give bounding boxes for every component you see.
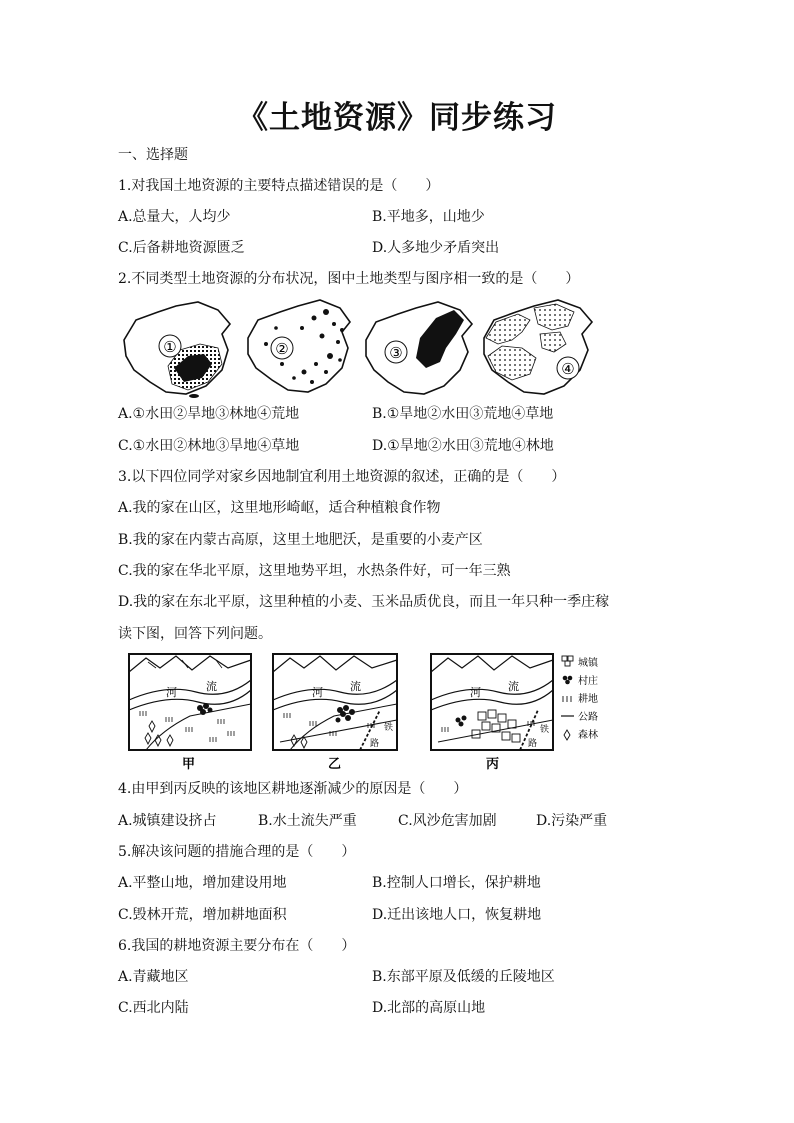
q4-option-b: B.水土流失严重 — [258, 813, 357, 829]
figure-legend — [561, 656, 599, 741]
map-label-3: ③ — [389, 344, 403, 362]
q4-option-d: D.污染严重 — [536, 813, 608, 829]
q6-option-b: B.东部平原及低缓的丘陵地区 — [372, 969, 555, 985]
legend-town-icon — [562, 656, 573, 666]
q6-option-d: D.北部的高原山地 — [372, 1000, 486, 1016]
river-char-bing-2: 流 — [508, 680, 519, 693]
rail-char-bing-1: 铁 — [540, 725, 550, 735]
river-char-yi-2: 流 — [350, 680, 361, 693]
legend-village-icon — [563, 676, 573, 685]
panel-label-bing: 丙 — [486, 757, 500, 772]
legend-forest-icon — [564, 730, 570, 740]
panel-jia — [129, 654, 251, 772]
reading-instruction: 读下图，回答下列问题。 — [118, 626, 272, 642]
legend-forest-label: 森林 — [578, 730, 598, 741]
q4-option-a: A.城镇建设挤占 — [118, 813, 217, 829]
question-3: 3.以下四位同学对家乡因地制宜利用土地资源的叙述，正确的是（ ） — [118, 469, 566, 485]
section-heading: 一、选择题 — [118, 147, 188, 163]
panel-yi — [273, 654, 397, 772]
question-6: 6.我国的耕地资源主要分布在（ ） — [118, 938, 356, 954]
q5-option-c: C.毁林开荒，增加耕地面积 — [118, 907, 287, 923]
question-4: 4.由甲到丙反映的该地区耕地逐渐减少的原因是（ ） — [118, 781, 468, 797]
river-char-jia-1: 河 — [166, 686, 177, 699]
q1-option-d: D.人多地少矛盾突出 — [372, 240, 500, 256]
legend-town-label: 城镇 — [578, 658, 598, 669]
map-1 — [124, 302, 230, 398]
map-label-4: ④ — [561, 360, 575, 378]
q1-option-c: C.后备耕地资源匮乏 — [118, 240, 245, 256]
china-land-type-maps — [118, 298, 596, 398]
q3-option-c: C.我的家在华北平原，这里地势平坦，水热条件好，可一年三熟 — [118, 563, 511, 579]
q3-option-d: D.我的家在东北平原，这里种植的小麦、玉米品质优良，而且一年只种一季庄稼 — [118, 594, 610, 610]
q6-option-a: A.青藏地区 — [118, 969, 189, 985]
page-title: 《土地资源》同步练习 — [237, 100, 557, 136]
panel-bing — [431, 654, 553, 772]
rail-char-bing-2: 路 — [528, 739, 538, 749]
map-3 — [366, 302, 472, 394]
q2-option-c: C.①水田②林地③旱地④草地 — [118, 438, 300, 454]
q1-option-a: A.总量大，人均少 — [118, 209, 231, 225]
question-2: 2.不同类型土地资源的分布状况，图中土地类型与图序相一致的是（ ） — [118, 271, 580, 287]
river-char-bing-1: 河 — [470, 686, 481, 699]
legend-village-label: 村庄 — [578, 676, 598, 687]
panel-label-jia: 甲 — [182, 757, 196, 772]
q2-option-d: D.①旱地②水田③荒地④林地 — [372, 438, 554, 454]
rail-char-yi-1: 铁 — [384, 723, 394, 733]
q5-option-a: A.平整山地，增加建设用地 — [118, 875, 287, 891]
q6-option-c: C.西北内陆 — [118, 1000, 189, 1016]
legend-farmland-icon — [563, 696, 571, 702]
legend-farmland-label: 耕地 — [578, 694, 598, 705]
q2-option-b: B.①旱地②水田③荒地④草地 — [372, 406, 554, 422]
q3-option-a: A.我的家在山区，这里地形崎岖，适合种植粮食作物 — [118, 500, 441, 516]
q4-option-c: C.风沙危害加剧 — [398, 813, 497, 829]
legend-road-label: 公路 — [578, 712, 598, 723]
q3-option-b: B.我的家在内蒙古高原，这里土地肥沃，是重要的小麦产区 — [118, 532, 483, 548]
map-label-1: ① — [163, 338, 177, 356]
q5-option-d: D.迁出该地人口，恢复耕地 — [372, 907, 542, 923]
map-label-2: ② — [275, 340, 289, 358]
map-2 — [248, 300, 350, 392]
q1-option-b: B.平地多，山地少 — [372, 209, 485, 225]
river-char-jia-2: 流 — [206, 680, 217, 693]
q2-option-a: A.①水田②旱地③林地④荒地 — [118, 406, 300, 422]
map-4 — [484, 300, 592, 394]
river-char-yi-1: 河 — [312, 686, 323, 699]
panel-label-yi: 乙 — [328, 757, 342, 772]
landscape-change-figure — [126, 650, 616, 772]
question-1: 1.对我国土地资源的主要特点描述错误的是（ ） — [118, 178, 440, 194]
rail-char-yi-2: 路 — [370, 739, 380, 749]
q5-option-b: B.控制人口增长，保护耕地 — [372, 875, 541, 891]
question-5: 5.解决该问题的措施合理的是（ ） — [118, 844, 356, 860]
